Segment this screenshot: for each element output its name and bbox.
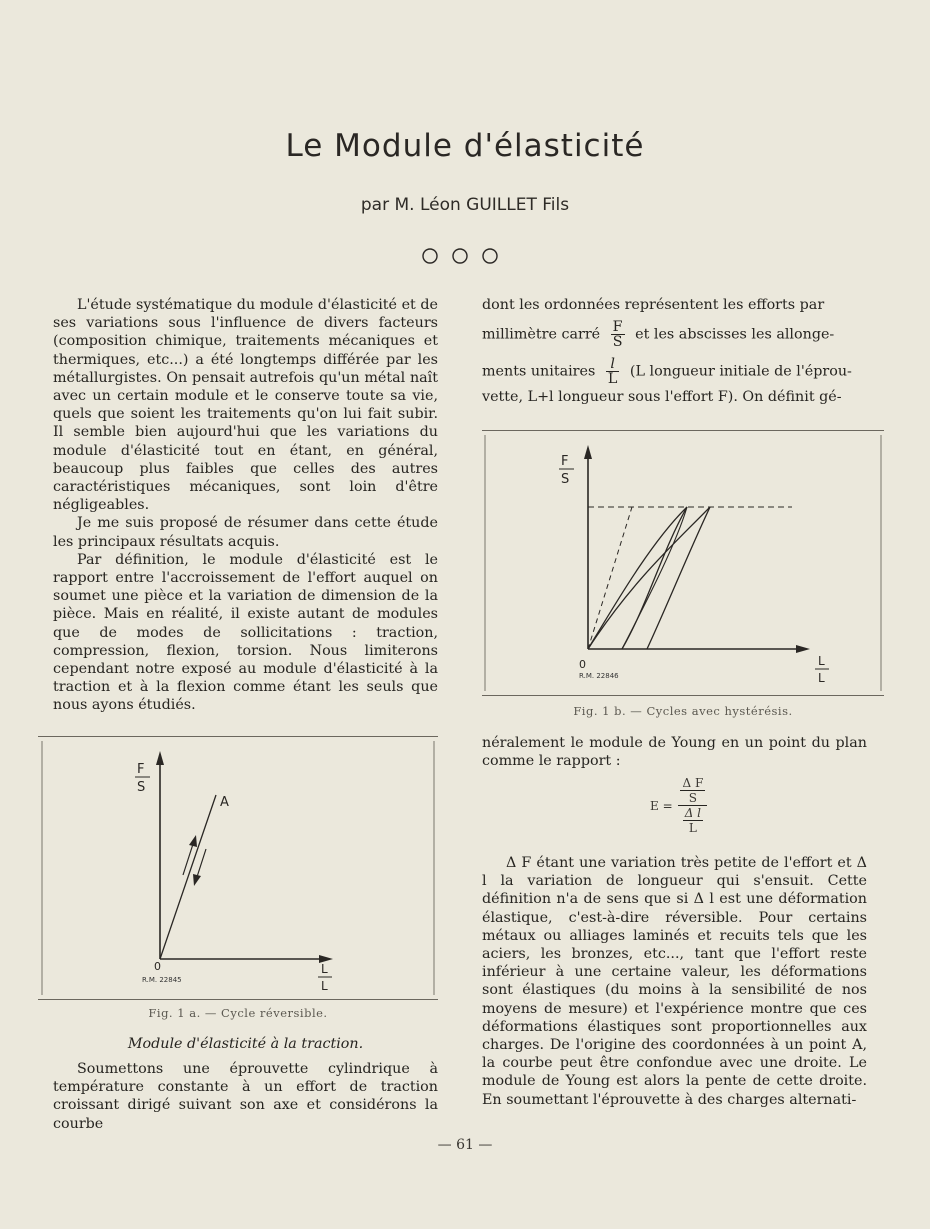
paragraph-line: vette, L+l longueur sous l'effort F). On définit gé- — [482, 389, 842, 406]
origin-label: 0 — [154, 960, 161, 973]
right-column-top — [482, 296, 867, 406]
text-fragment: et les abscisses les allonge- — [635, 326, 835, 343]
paragraph-line: dont les ordonnées représentent les efforts par — [482, 297, 825, 313]
formula-lhs: E = — [650, 798, 673, 813]
fraction-denominator: S — [611, 334, 625, 349]
right-column-bottom — [482, 854, 867, 1109]
article-author: par M. Léon GUILLET Fils — [360, 195, 570, 215]
text-fragment: (L longueur initiale de l'éprou- — [629, 363, 852, 380]
inner-denominator: S — [680, 790, 705, 805]
fraction-numerator: F — [612, 319, 623, 336]
paragraph: Je me suis proposé de résumer dans cette étude les principaux résultats acquis. — [53, 515, 438, 550]
figure-ref: R.M. 22845 — [142, 976, 182, 984]
paragraph: Soumettons une éprouvette cylindrique à température constante à un effort de traction croissant dirigé suivant son axe et considérons la courbe — [53, 1061, 438, 1132]
figure-1a — [38, 736, 438, 1000]
formula-numerator — [678, 776, 707, 805]
x-axis-label-num: L — [818, 654, 825, 668]
section-subheading: Module d'élasticité à la traction. — [127, 1036, 364, 1052]
text-fragment: millimètre carré — [482, 326, 601, 343]
fraction — [606, 357, 620, 386]
article-title: Le Module d'élasticité — [285, 128, 645, 164]
inner-denominator: L — [683, 820, 703, 835]
figure-1b — [482, 430, 884, 696]
x-axis-label-den: L — [321, 979, 328, 993]
origin-label: 0 — [579, 658, 586, 671]
fraction — [611, 320, 625, 349]
inner-numerator: Δ F — [682, 776, 704, 790]
y-axis-label-den: S — [561, 472, 570, 487]
y-axis-label-num: F — [137, 762, 145, 777]
fraction-numerator: l — [610, 356, 615, 373]
point-label: A — [220, 795, 229, 810]
young-modulus-formula — [650, 776, 713, 835]
inner-fraction — [683, 806, 703, 835]
figure-1b-caption: Fig. 1 b. — Cycles avec hystérésis. — [573, 704, 793, 718]
paragraph: L'étude systématique du module d'élasticité et de ses variations sous l'influence de divers facteurs (composition chimique, traitements mécaniques et thermiques, etc...) a été longtemps différée par les métallurgistes. On pensait autrefois qu'un métal naît avec un certain module et le conserve toute sa vie, quels que soient les traitements qu'on lui fait subir. Il semble bien aujourd'hui que les variations du module d'élasticité tout en étant, en général, beaucoup plus faibles que celles des autres caractéristiques mécaniques, sont loin d'être négligeables. — [53, 297, 438, 514]
x-axis-label-den: L — [818, 671, 825, 685]
left-column — [53, 296, 438, 715]
y-axis-label-num: F — [561, 454, 569, 469]
ornament-circles — [418, 244, 502, 268]
paragraph-line — [482, 320, 867, 349]
paragraph: Δ F étant une variation très petite de l'effort et Δ l la variation de longueur qui s'ensuit. Cette définition n'a de sens que si Δ l est une déformation élastique, c'est-à-dire réversible. Pour certains métaux ou alliages laminés et recuits tels que les aciers, les bronzes, etc..., tant que l'effort reste inférieur à une certaine valeur, les déformations sont élastiques (du moins à la sensibilité de nos moyens de mesure) et l'expérience montre que ces déformations élastiques sont proportionnelles aux charges. De l'origine des coordonnées à un point A, la courbe peut être confondue avec une droite. Le module de Young est alors la pente de cette droite. En soumettant l'éprouvette à des charges alternati- — [482, 855, 867, 1108]
inner-fraction — [680, 776, 705, 805]
paragraph: néralement le module de Young en un point du plan comme le rapport : — [482, 735, 867, 770]
left-column-continued — [53, 1060, 438, 1133]
figure-1a-caption: Fig. 1 a. — Cycle réversible. — [148, 1006, 328, 1020]
paragraph: Par définition, le module d'élasticité est le rapport entre l'accroissement de l'effort auquel on soumet une pièce et la variation de dimension de la pièce. Mais en réalité, il existe autant de modules que de modes de sollicitations : traction, compression, flexion, torsion. Nous limiterons cependant notre exposé au module d'élasticité à la traction et à la flexion comme étant les seuls que nous ayons étudiés. — [53, 551, 438, 714]
page-number: — 61 — — [437, 1137, 493, 1153]
paragraph-line — [482, 357, 867, 386]
x-axis-label-num: L — [321, 962, 328, 976]
text-fragment: ments unitaires — [482, 363, 596, 380]
y-axis-label-den: S — [137, 780, 146, 795]
right-column-middle — [482, 734, 867, 770]
inner-numerator: Δ l — [684, 806, 702, 820]
formula-denominator — [678, 805, 707, 835]
formula-fraction — [678, 776, 707, 835]
figure-ref: R.M. 22846 — [579, 672, 619, 680]
fraction-denominator: L — [607, 371, 618, 388]
